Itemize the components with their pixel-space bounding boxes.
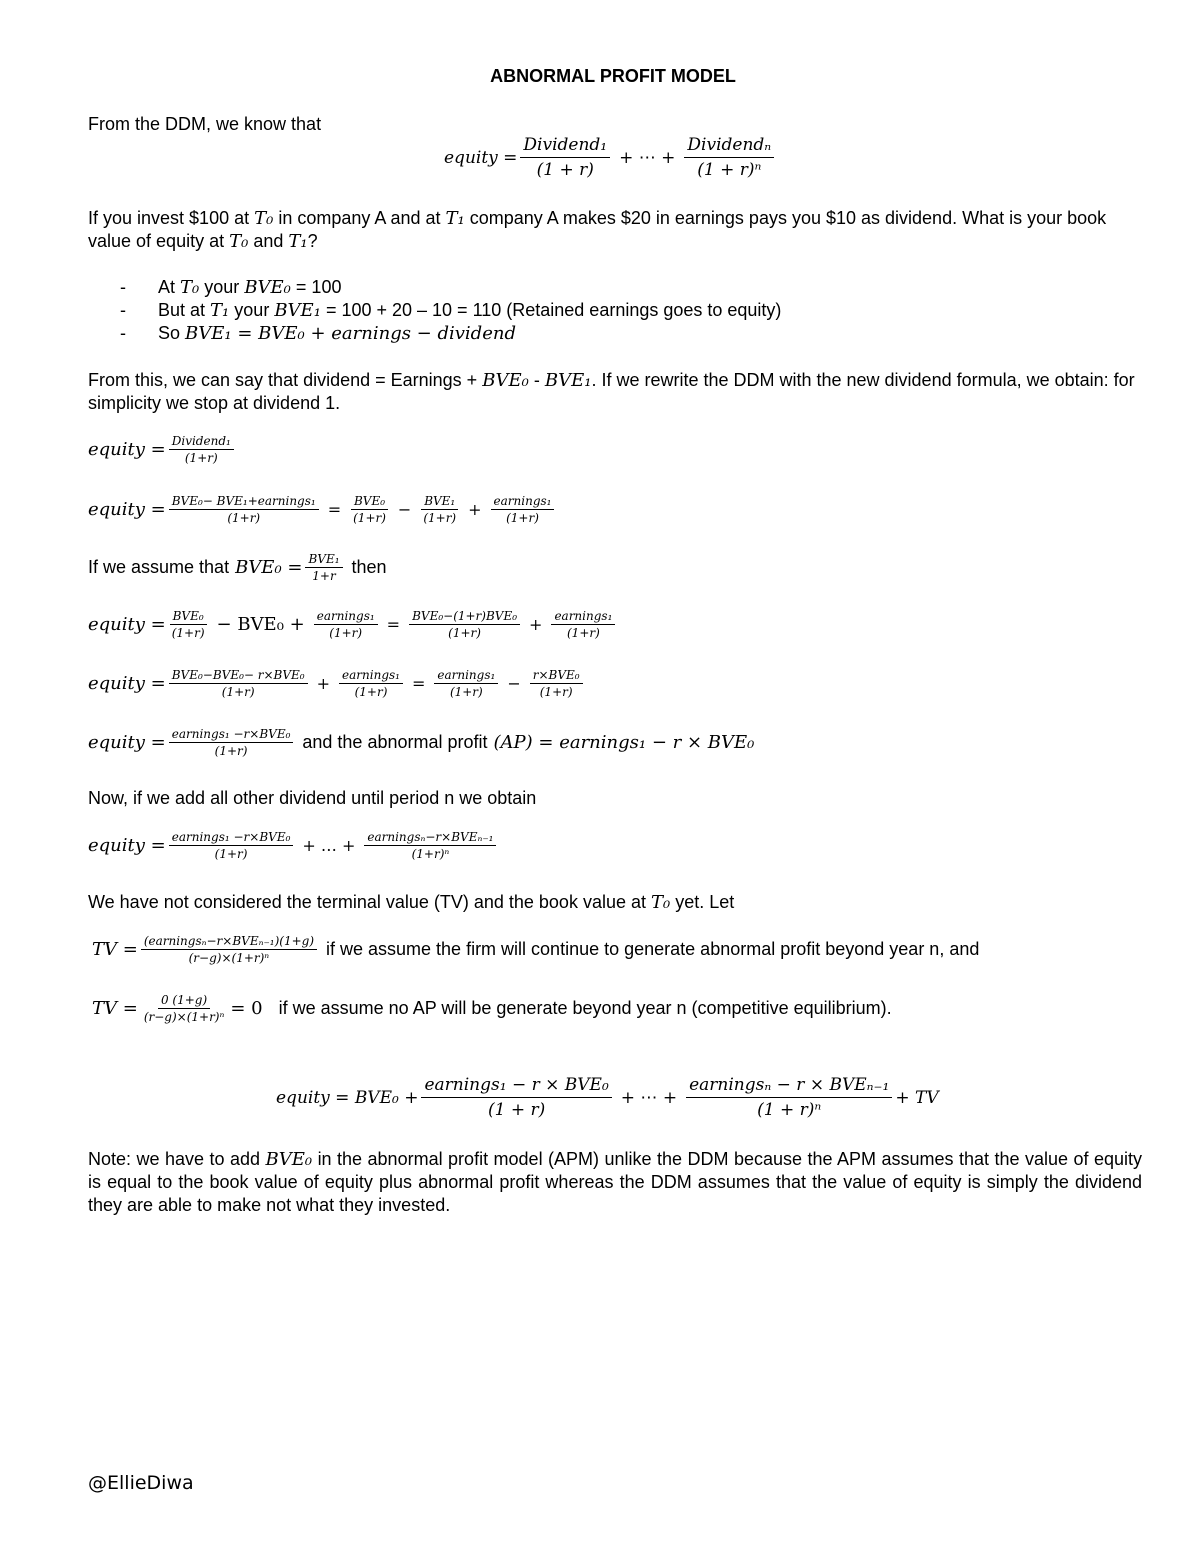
equation-1: equity = $\frac{\text{Dividend₁}}{(1+r)}$	[88, 434, 237, 465]
tv-equation-1: TV = $\frac{\text{(earningsₙ−r×BVEₙ₋₁)(1+g)}}{\text{(r−g)×(1+r)ⁿ}}$ if we assume the firm will continue to generate abnormal profit beyond year n, and	[92, 934, 980, 965]
page-title: ABNORMAL PROFIT MODEL	[490, 66, 736, 86]
list-item: - But at T₁ your BVE₁ = 100 + 20 – 10 = 110 (Retained earnings goes to equity)	[88, 299, 1158, 322]
equation-4: equity = $\frac{\text{BVE₀−BVE₀− r×BVE₀}}{(1+r)}$ + $\frac{\text{earnings₁}}{(1+r)}$ = $\frac{\text{earnings₁}}{(1+r)}$ − $\frac{\text{r×BVE₀}}{(1+r)}$	[88, 668, 586, 699]
bullet-list	[88, 276, 1158, 345]
fraction: $\frac{\text{Dividend₁}}{(1 + r)}$	[520, 134, 610, 181]
list-item: - At T₀ your BVE₀ = 100	[88, 276, 1158, 299]
assume-line: If we assume that BVE₀ = $\frac{\text{BVE₁}}{1+r}$ then	[88, 552, 387, 583]
tv-equation-2: TV = $\frac{0 (1+g)}{\text{(r−g)×(1+r)ⁿ}}$ = 0 if we assume no AP will be generate beyond year n (competitive equilibrium).	[92, 993, 892, 1024]
equation-3: equity = $\frac{\text{BVE₀}}{(1+r)}$ − BVE₀ + $\frac{\text{earnings₁}}{(1+r)}$ = $\frac{\text{BVE₀−(1+r)BVE₀}}{(1+r)}$ + $\frac{\text{earnings₁}}{(1+r)}$	[88, 609, 618, 640]
from-this-paragraph: From this, we can say that dividend = Earnings + BVE₀ - BVE₁. If we rewrite the DDM with the new dividend formula, we obtain: for simplicity we stop at dividend 1.	[88, 370, 1135, 413]
question-paragraph: If you invest $100 at T₀ in company A and at T₁ company A makes $20 in earnings pays you $10 as dividend. What is your book value of equity at T₀ and T₁?	[88, 208, 1107, 252]
author-signature: @EllieDiwa	[88, 1472, 194, 1494]
eq-lhs: equity =	[444, 147, 518, 168]
equation-5: equity = $\frac{\text{earnings₁ −r×BVE₀}}{(1+r)}$ and the abnormal profit (AP) = earnings₁ − r × BVE₀	[88, 727, 755, 758]
terminal-text: We have not considered the terminal value (TV) and the book value at T₀ yet. Let	[88, 892, 735, 913]
fraction: $\frac{\text{Dividendₙ}}{\text{(1 + r)ⁿ}}$	[684, 134, 774, 181]
now-text: Now, if we add all other dividend until period n we obtain	[88, 788, 537, 808]
note-paragraph: Note: we have to add BVE₀ in the abnormal profit model (APM) unlike the DDM because the APM assumes that the value of equity is equal to the book value of equity plus abnormal profit whereas the DDM assumes that the value of equity is simply the dividend they are able to make not what they invested.	[88, 1149, 1142, 1215]
list-item: - So BVE₁ = BVE₀ + earnings − dividend	[88, 322, 1158, 345]
final-equation: equity = BVE₀ + $\frac{\text{earnings₁ − r × BVE₀}}{(1 + r)}$ + ⋯ + $\frac{\text{earningsₙ − r × BVEₙ₋₁}}{\text{(1 + r)ⁿ}}$ + TV	[276, 1075, 939, 1120]
equation-2: equity = $\frac{\text{BVE₀− BVE₁+earnings₁}}{(1+r)}$ = $\frac{\text{BVE₀}}{(1+r)}$ − $\frac{\text{BVE₁}}{(1+r)}$ + $\frac{\text{earnings₁}}{(1+r)}$	[88, 494, 557, 525]
intro-text: From the DDM, we know that	[88, 114, 322, 134]
ddm-equation: equity = $\frac{\text{Dividend₁}}{(1 + r)}$ + ⋯ + $\frac{\text{Dividendₙ}}{\text{(1 + r)ⁿ}}$	[444, 134, 777, 181]
equation-6: equity = $\frac{\text{earnings₁ −r×BVE₀}}{(1+r)}$ + … + $\frac{\text{earningsₙ−r×BVEₙ₋₁}}{\text{(1+r)ⁿ}}$	[88, 830, 499, 861]
